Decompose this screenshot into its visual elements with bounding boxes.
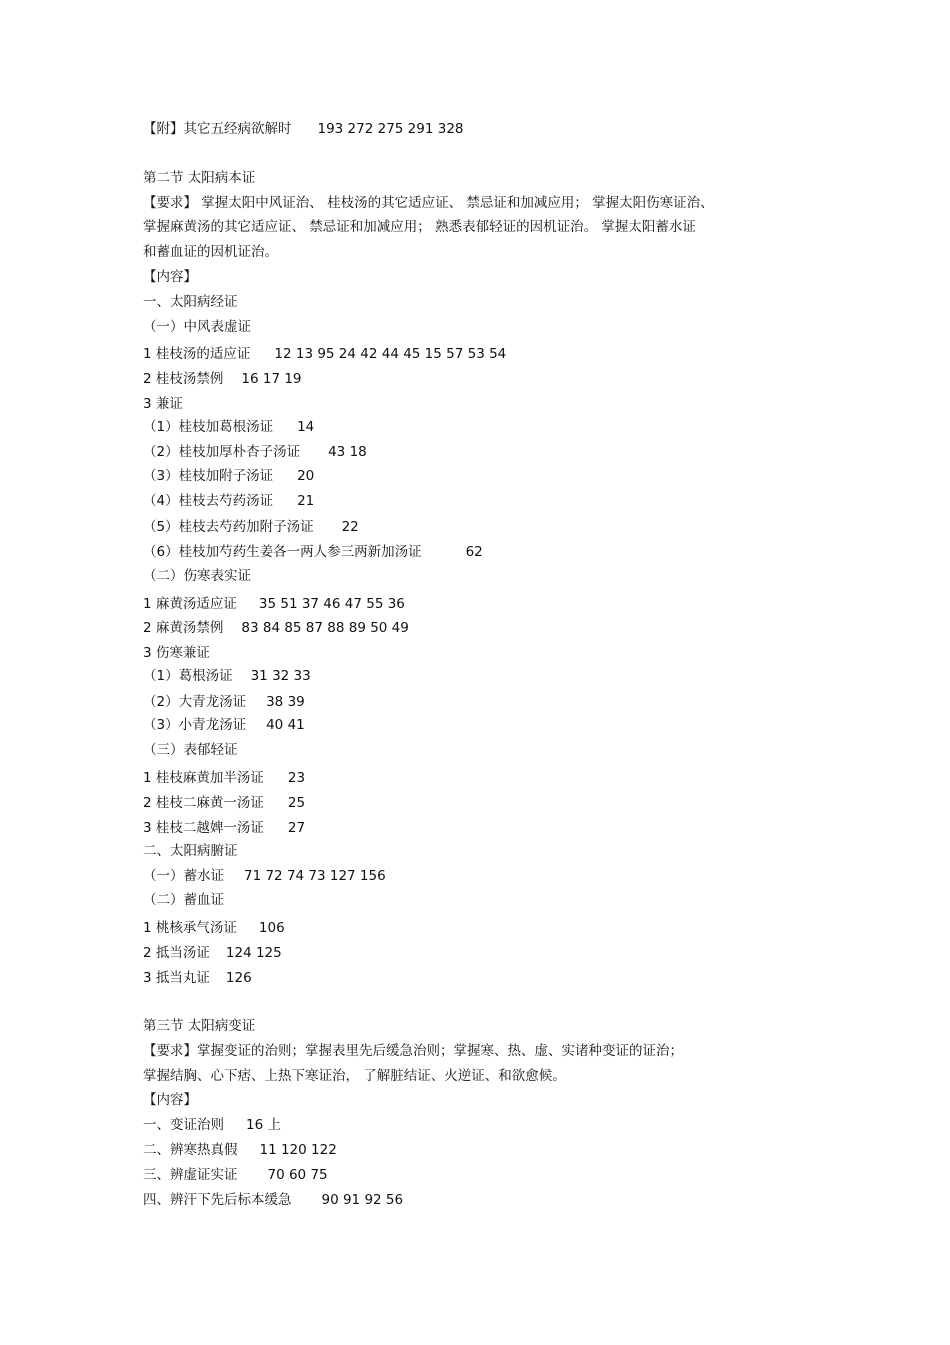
list-item (143, 595, 405, 613)
item-numbers: 35 51 37 46 47 55 36 (258, 596, 405, 612)
item-label: 1 桂枝麻黄加半汤证 (143, 770, 264, 786)
item-label: （5）桂枝去芍药加附子汤证 (143, 519, 314, 535)
item-label: （3）小青龙汤证 (143, 717, 247, 733)
item-numbers: 83 84 85 87 88 89 50 49 (241, 620, 409, 636)
item-label: （2）桂枝加厚朴杏子汤证 (143, 444, 301, 460)
list-item (143, 345, 506, 363)
item-label: （6）桂枝加芍药生姜各一两人参三两新加汤证 (143, 544, 422, 560)
item-numbers: 90 91 92 56 (321, 1192, 404, 1208)
item-label: 二、辨寒热真假 (143, 1142, 238, 1158)
appendix-numbers: 193 272 275 291 328 (317, 121, 464, 137)
list-item (143, 518, 359, 536)
item-label: 3 兼证 (143, 396, 183, 412)
subheading-wind-exterior-deficiency: （一）中风表虚证 (143, 319, 251, 335)
item-label: 3 伤寒兼证 (143, 645, 210, 661)
item-numbers: 12 13 95 24 42 44 45 15 57 53 54 (274, 346, 507, 362)
list-item (143, 919, 285, 937)
item-numbers: 38 39 (266, 694, 305, 710)
list-item (143, 667, 311, 685)
list-item (143, 769, 305, 787)
list-item (143, 1116, 281, 1134)
item-numbers: 23 (287, 770, 306, 786)
item-label: 3 桂枝二越婢一汤证 (143, 820, 264, 836)
heading-taiyang-meridian: 一、太阳病经证 (143, 294, 238, 310)
heading-taiyang-bowel: 二、太阳病腑证 (143, 843, 238, 859)
list-item (143, 1166, 328, 1184)
subheading-exterior-constraint: （三）表郁轻证 (143, 742, 238, 758)
item-numbers: 126 (225, 970, 252, 986)
list-item (143, 644, 210, 662)
item-label: （4）桂枝去芍药汤证 (143, 493, 274, 509)
item-numbers: 62 (465, 544, 483, 560)
section-2-requirement-line-2: 掌握麻黄汤的其它适应证、 禁忌证和加减应用； 熟悉表郁轻证的因机证治。 掌握太阳蓄水证 (143, 219, 696, 235)
item-label: 一、变证治则 (143, 1117, 224, 1133)
list-item (143, 944, 282, 962)
item-numbers: 43 18 (328, 444, 367, 460)
list-item (143, 867, 386, 885)
section-2-requirement-line-3: 和蓄血证的因机证治。 (143, 244, 278, 260)
item-numbers: 16 上 (246, 1117, 281, 1133)
list-item (143, 1191, 403, 1209)
item-numbers: 70 60 75 (267, 1167, 328, 1183)
item-numbers: 20 (297, 468, 315, 484)
item-numbers: 22 (341, 519, 359, 535)
list-item (143, 819, 305, 837)
item-label: 1 麻黄汤适应证 (143, 596, 237, 612)
list-item (143, 1141, 337, 1159)
appendix-line (143, 120, 464, 138)
section-3-title: 第三节 太阳病变证 (143, 1018, 256, 1034)
list-item (143, 543, 483, 561)
section-2-title: 第二节 太阳病本证 (143, 170, 256, 186)
item-label: 1 桂枝汤的适应证 (143, 346, 251, 362)
list-item (143, 794, 305, 812)
item-numbers: 40 41 (266, 717, 305, 733)
item-label: （一）蓄水证 (143, 868, 224, 884)
item-numbers: 14 (297, 419, 315, 435)
subheading-blood-accumulation: （二）蓄血证 (143, 892, 224, 908)
item-numbers: 25 (287, 795, 306, 811)
item-numbers: 106 (258, 920, 285, 936)
item-label: （3）桂枝加附子汤证 (143, 468, 274, 484)
section-3-requirement-line-1: 【要求】掌握变证的治则；掌握表里先后缓急治则；掌握寒、热、虚、实诸种变证的证治； (143, 1043, 683, 1059)
item-label: （1）葛根汤证 (143, 668, 233, 684)
item-numbers: 11 120 122 (259, 1142, 337, 1158)
item-label: 2 抵当汤证 (143, 945, 210, 961)
list-item (143, 395, 183, 413)
item-numbers: 124 125 (225, 945, 282, 961)
item-label: 2 桂枝汤禁例 (143, 371, 224, 387)
item-label: 3 抵当丸证 (143, 970, 210, 986)
list-item (143, 492, 314, 510)
item-label: 2 桂枝二麻黄一汤证 (143, 795, 264, 811)
section-3-requirement-line-2: 掌握结胸、心下痞、上热下寒证治， 了解脏结证、火逆证、和欲愈候。 (143, 1068, 566, 1084)
item-numbers: 31 32 33 (250, 668, 311, 684)
item-label: 1 桃核承气汤证 (143, 920, 237, 936)
item-numbers: 21 (297, 493, 315, 509)
list-item (143, 693, 305, 711)
item-numbers: 16 17 19 (241, 371, 302, 387)
section-2-requirement-line-1: 【要求】 掌握太阳中风证治、 桂枝汤的其它适应证、 禁忌证和加减应用； 掌握太阳伤寒证治、 (143, 195, 714, 211)
item-numbers: 27 (287, 820, 306, 836)
section-2-content-label: 【内容】 (143, 269, 197, 285)
item-label: 2 麻黄汤禁例 (143, 620, 224, 636)
list-item (143, 443, 367, 461)
appendix-label: 【附】其它五经病欲解时 (143, 121, 292, 137)
list-item (143, 370, 302, 388)
item-label: （1）桂枝加葛根汤证 (143, 419, 274, 435)
list-item (143, 467, 314, 485)
item-label: （2）大青龙汤证 (143, 694, 247, 710)
item-label: 三、辨虚证实证 (143, 1167, 238, 1183)
section-3-content-label: 【内容】 (143, 1092, 197, 1108)
item-label: 四、辨汗下先后标本缓急 (143, 1192, 292, 1208)
list-item (143, 619, 409, 637)
list-item (143, 418, 314, 436)
list-item (143, 716, 305, 734)
list-item (143, 969, 252, 987)
subheading-cold-exterior-excess: （二）伤寒表实证 (143, 568, 251, 584)
item-numbers: 71 72 74 73 127 156 (244, 868, 386, 884)
